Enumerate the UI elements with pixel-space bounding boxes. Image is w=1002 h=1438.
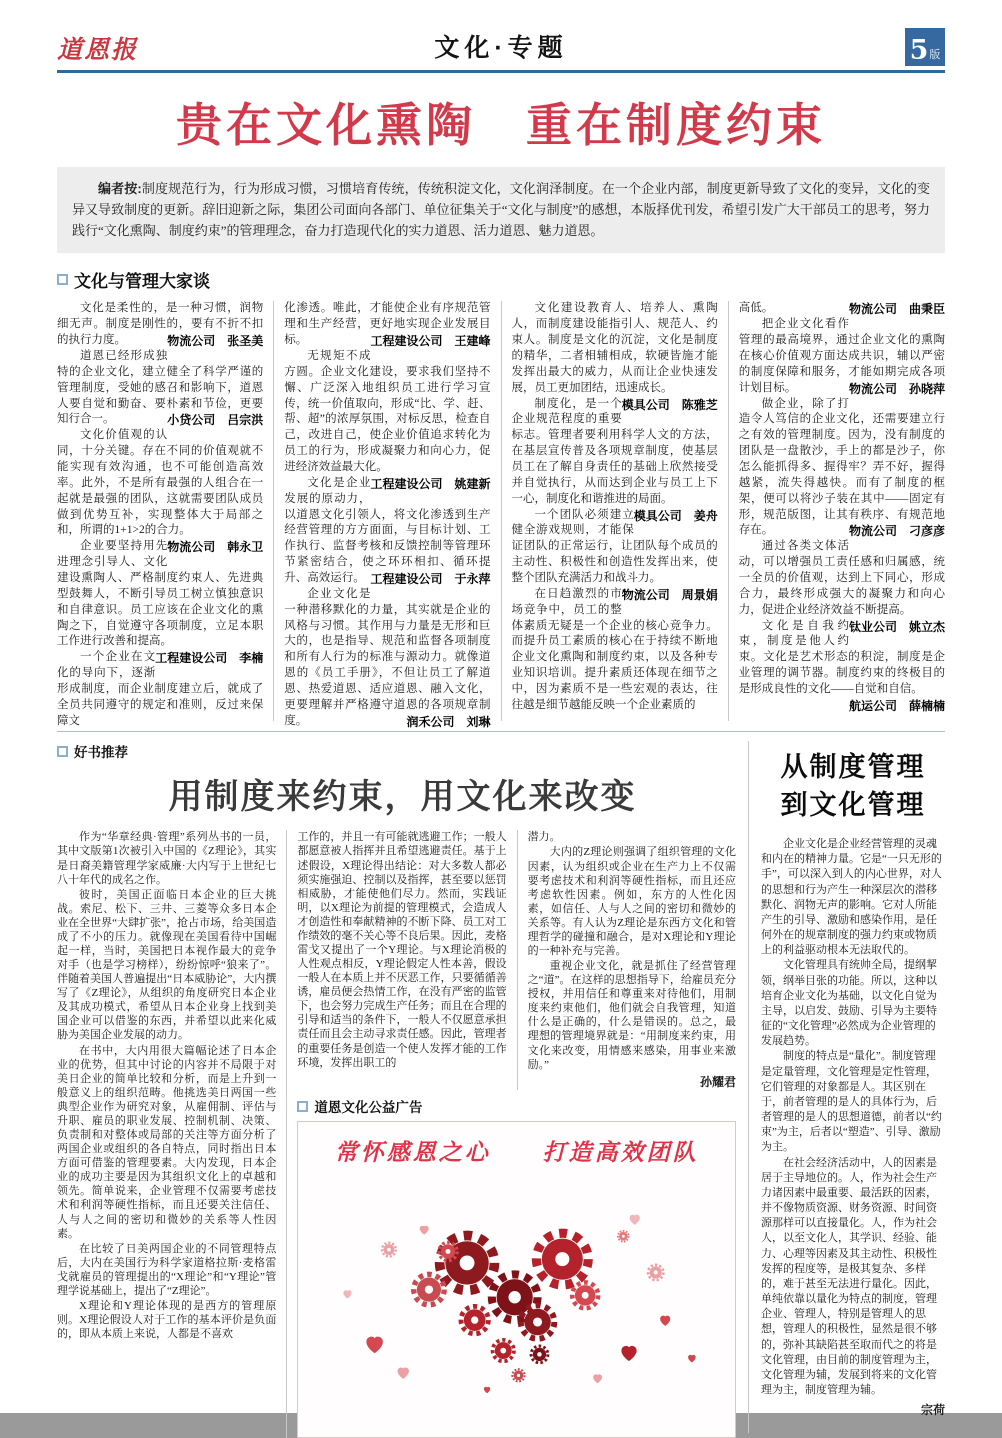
talks-section-header: [57, 267, 945, 292]
ad-section-label: 道恩文化公益广告: [314, 1100, 423, 1116]
book-column-1: [57, 830, 287, 1438]
page-number-badge: [905, 28, 945, 66]
right-article-author: 宗荷: [920, 1403, 945, 1418]
heart-icon: [688, 1355, 696, 1363]
book-paragraph: 潜力。: [527, 831, 561, 844]
talks-section-title: 文化与管理大家谈: [74, 272, 210, 292]
gear-icon: [648, 1265, 663, 1280]
talk-author: 工程建设公司 姚建新: [370, 476, 491, 491]
book-paragraph: 彼时，美国正面临日本企业的巨大挑战。索尼、松下、三井、三菱等众多日本企业在全世界“大肆扩张”，抢占市场，给美国造成了不小的压力。就像现在美国看待中国崛起一样，当时，美国把日本视作最大的竞争对手（也是学习榜样），纷纷惊呼“狼来了”。伴随着美国人普遍提出“日本威胁论”，大内撰写了《Z理论》，从组织的角度研究日本企业及其成功模式，希望从日本企业身上找到美国企业可以借鉴的东西，并希望以此来化威胁为美国企业发展的动力。: [57, 888, 277, 1042]
ad-box: [297, 1121, 736, 1438]
talk-entry: 文化是企业发展的原动力，以道恩文化引领人，将文化渗透到生产经营管理的方方面面，与目标计划、工作执行、监督考核和反馈控制等管理环节紧密结合，使之环环相扣、循环提升、高效运行。 工程建设公司 于永萍: [284, 476, 491, 586]
gear-icon: [618, 1231, 629, 1242]
talks-columns: [57, 301, 945, 729]
heart-icon: [343, 1290, 351, 1298]
talk-entry: 企业文化是一种潜移默化的力量，其实就是企业的风格与习惯。其作用与力量是无形和巨大的，也是指导、规范和监督各项制度和所有人行为的标准与源动力。就像道恩的《员工手册》，不但让员工了解道恩、热爱道恩、适应道恩、融入文化，更要理解并严格遵守道恩的各项规章制度。 润禾公司 刘琳: [284, 587, 491, 729]
right-article-paragraph: 制度的特点是“量化”。制度管理是定量管理，文化管理是定性管理，它们管理的对象都是人。其区别在于，前者管理的是人的具体行为，后者管理的是人的思想道德，前者以“约束”为主，后者以“塑造”、引导、激励为主。: [761, 1050, 942, 1154]
ad-section: [287, 1090, 748, 1438]
right-article-paragraph: 企业文化是企业经营管理的灵魂和内在的精神力量。它是“一只无形的手”，可以深入到人的内心世界，对人的思想和行为产生一种深层次的潜移默化、润物无声的影响。它对人所能产生的引导、激励和感染作用，是任何外在的规章制度的强力约束或物质上的利益驱动根本无法取代的。: [761, 837, 942, 957]
talk-entry: 企业要坚持用先进理念引导人、文化建设熏陶人、严格制度约束人、先进典型鼓舞人，不断引导员工树立慎独意识和自律意识。员工应该在企业文化的熏陶之下，自觉遵守各项制度，立足本职工作进行改善和提高。 工程建设公司 李楠: [57, 540, 264, 666]
heart-icon: [621, 1346, 636, 1361]
talk-entry: 一个团队必须建立健全游戏规则，才能保证团队的正常运行，让团队每个成员的主动性、积极性和创造性发挥出来，使整个团队充满活力和战斗力。 物流公司 周景娟: [511, 508, 718, 602]
gear-icon: [439, 1242, 457, 1260]
talk-author: 小贷公司 吕宗洪: [167, 413, 264, 428]
section-square-icon: [297, 1101, 308, 1112]
gear-icon: [536, 1233, 588, 1285]
book-paragraph: 大内的Z理论则强调了组织管理的文化因素，认为组织或企业在生产力上不仅需要考虑技术和利润等硬性指标，而且还应考虑软性因素。例如，东方的人性化因素，如信任、人与人之间的密切和微妙的关系等。有人认为Z理论是东西方文化和管理哲学的碰撞和融合，是对X理论和Y理论的一种补充与完善。: [527, 846, 736, 958]
talk-author: 模具公司 姜舟: [633, 508, 718, 523]
right-article-body: [761, 837, 945, 1398]
talk-author: 航运公司 薛楠楠: [848, 698, 945, 713]
talk-entry: 在日趋激烈的市场竞争中，员工的整体素质无疑是一个企业的核心竞争力。而提升员工素质的核心在于持续不断地企业文化熏陶和制度约束，以及各种专业知识培训。提升素质还体现在细节之中，因为素质不是一些宏观的表达，往往越是细节越能反映一个企业素质的: [511, 587, 718, 711]
book-paragraph: 在比较了日美两国企业的不同管理特点后，大内在美国行为科学家道格拉斯·麦格雷戈就雇员的管理提出的“X理论”和“Y理论”管理学说基础上，提出了“Z理论”。: [57, 1242, 277, 1297]
talk-entry: 做企业，除了打造令人笃信的企业文化，还需要建立行之有效的管理制度。因为，没有制度的团队是一盘散沙，手上的都是沙子，你怎么能抓得多、握得牢？弄不好，握得越紧，流失得越快。而有了制度的框架，便可以将沙子装在其中——固定有形，规范版图，让其有秩序、有规范地存在。 物流公司 刁彦彦: [738, 397, 945, 539]
main-headline: 贵在文化熏陶 重在制度约束: [176, 99, 826, 151]
heart-icon: [398, 1368, 409, 1379]
gear-icon: [572, 1282, 598, 1308]
talks-column: [502, 301, 729, 721]
book-review-section: [57, 741, 748, 1433]
heart-icon: [484, 1387, 490, 1393]
talks-section: [57, 267, 945, 729]
gear-icon-cluster: [382, 1231, 663, 1382]
heart-icon: [593, 1374, 602, 1383]
editor-note-box: [57, 167, 945, 253]
book-paragraph: 工作的，并且一有可能就逃避工作；一般人都愿意被人指挥并且希望逃避责任。基于上述假设，X理论得出结论：对大多数人都必须实施强迫、控制以及指挥，甚至要以惩罚相威胁，才能使他们尽力。然而，实践证明，以X理论为前提的管理模式，会造成人才创造性和奉献精神的不断下降、员工对工作绩效的毫不关心等不良后果。因此，麦格雷戈又提出了一个Y理论。与X理论消极的人性观点相反，Y理论假定人性本善，假设一般人在本质上并不厌恶工作，只要循循善诱，雇员便会热情工作，在没有严密的监管下，也会努力完成生产任务；而且在合理的引导和适当的条件下，一般人不仅愿意承担责任而且会主动寻求责任感。因此，管理者的重要任务是创造一个使人发挥才能的工作环境，发挥出职工的: [297, 831, 507, 1069]
heart-icon: [366, 1337, 383, 1354]
editor-note-text: 编者按:制度规范行为，行为形成习惯，习惯培育传统，传统积淀文化，文化润泽制度。在一个企业内部，制度更新导致了文化的变异，文化的变异又导致制度的更新。辞旧迎新之际，集团公司面向各部门、单位征集关于“文化与制度”的感想，本版择优刊发，希望引发广大干部员工的思考，努力践行“文化熏陶、制度约束”的管理理念，奋力打造现代化的实力道恩、活力道恩、魅力道恩。: [72, 181, 930, 238]
page-number-unit: 版: [929, 48, 941, 61]
talk-author: 润禾公司 刘琳: [406, 714, 491, 729]
talk-entry: 一个企业在文化的导向下，逐渐形成制度，而企业制度建立后，就成了全员共同遵守的规定和准则，反过来保障文: [57, 651, 264, 727]
talk-entry: 文化是自我约束，制度是他人约束。文化是艺术形态的积淀，制度是企业管理的调节器。制度约束的终极目的是形成良性的文化——自觉和自信。 航运公司 薛楠楠: [738, 619, 945, 713]
talk-author: 工程建设公司 于永萍: [370, 572, 491, 586]
talk-author: 物流公司 刁彦彦: [848, 524, 945, 539]
book-headline: 用制度来约束，用文化来改变: [168, 778, 637, 817]
talk-author: 工程建设公司 李楠: [155, 651, 264, 666]
talk-author: 物流公司 韩永卫: [167, 540, 264, 555]
talks-column: [57, 301, 274, 727]
talk-entry: 无规矩不成方圆。企业文化建设，要求我们坚持不懈、广泛深入地组织员工进行学习宣传，统一价值取向，形成“比、学、赶、帮、超”的浓厚氛围，对标反思，检查自己，改进自己，使企业价值追求转化为员工的行为，形成凝聚力和向心力，促进经济效益最大化。 工程建设公司 姚建新: [284, 349, 491, 491]
talks-column: [729, 301, 945, 721]
gear-icon: [414, 1274, 444, 1304]
book-section-header: [57, 741, 748, 761]
talk-entry: 文化价值观的认同，十分关键。存在不同的价值观就不能实现有效沟通，也不可能创造高效率。此外，不是所有最强的人组合在一起就是最强的团队，这就需要团队成员做到优势互补，实现整体大于局部之和，所谓的1+1>2的合力。 物流公司 韩永卫: [57, 429, 264, 555]
talks-column: [274, 301, 501, 729]
section-square-icon: [57, 274, 68, 285]
ad-slogan: 常怀感恩之心 打造高效团队: [334, 1139, 699, 1167]
heart-icon: [630, 1215, 640, 1225]
right-article-paragraph: 在社会经济活动中，人的因素是居于主导地位的。人，作为社会生产力诸因素中最重要、最活跃的因素，并不像物质资源、财务资源、时间资源那样可以直接量化。人，作为社会人，以至文化人，其学识、经验、能力、心理等因素及其主动性、积极性发挥的程度等，是极其复杂、多样的，难于甚至无法进行量化。因此，单纯依靠以量化为特点的制度，管理企业、管理人，特别是管理人的思想，管理人的积极性，显然是很不够的，弥补其缺陷甚至取而代之的将是文化管理，由目前的制度管理为主，文化管理为辅，发展到将来的文化管理为主，制度管理为辅。: [761, 1156, 937, 1397]
book-paragraph: 重视企业文化，就是抓住了经营管理之“道”。在这样的思想指导下，给雇员充分授权，并用信任和尊重来对待他们，用制度来约束他们，他们就会自我管理，知道什么是正确的，什么是错误的。总之，最理想的管理境界就是：“用制度来约束，用文化来改变，用情感来感染，用事业来激励。”: [527, 960, 736, 1071]
talk-author: 物流公司 曲秉臣: [848, 302, 945, 317]
bottom-zone: [57, 741, 945, 1433]
right-article-title: 从制度管理 到文化管理: [780, 752, 926, 821]
talk-author: 物流公司 孙晓萍: [848, 381, 945, 396]
gear-icon: [531, 1346, 548, 1363]
editor-note-label: 编者按:: [98, 181, 142, 196]
talk-author: 物流公司 张圣美: [167, 334, 264, 349]
book-paragraph: X理论和Y理论体现的是西方的管理原则。X理论假设人对于工作的基本评价是负面的，即从本质上来说，人都是不喜欢: [57, 1299, 277, 1341]
talk-author: 工程建设公司 王建峰: [370, 334, 491, 349]
talk-entry: 制度化，是一个企业规范程度的重要标志。管理者要利用科学人文的方法，在基层宣传普及各项规章制度，使基层员工在了解自身责任的基础上欣然接受并自觉执行，从而达到企业与员工上下一心，制度化和谐推进的局面。 模具公司 姜舟: [511, 397, 718, 523]
talk-entry: 化渗透。唯此，才能使企业有序规范管理和生产经营，更好地实现企业发展目标。 工程建设公司 王建峰: [284, 302, 491, 349]
section-title: 文化·专题: [434, 34, 568, 62]
book-column-3: [518, 830, 748, 1090]
book-paragraph: 在书中，大内用很大篇幅论述了日本企业的优势，但其中讨论的内容并不局限于对美日企业的简单比较和分析，而是上升到一般意义上的组织范畴。他挑选美日两国一些典型企业作为研究对象，从雇佣制、评估与升职、雇员的职业发展、控制机制、决策、负责制和对整体或局部的关注等方面分析了两国企业或组织的各自特点，同时指出日本方面可借鉴的管理要素。大内发现，日本企业的成功主要是因为其组织文化上的卓越和领先。简单说来，企业管理不仅需要考虑技术和利润等硬性指标，而且还要关注信任、人与人之间的密切和微妙的关系等人性因素。: [57, 1044, 277, 1240]
gear-icon: [382, 1243, 396, 1257]
book-paragraph: 作为“华章经典·管理”系列丛书的一员，其中文版第1次被引入中国的《Z理论》，其实是日裔美籍管理学家威廉·大内写于上世纪七八十年代的成名之作。: [57, 831, 277, 886]
talk-author: 模具公司 陈雅芝: [621, 397, 718, 412]
ad-section-header: [297, 1096, 736, 1116]
header-rule: [57, 70, 945, 73]
page-header: [57, 24, 945, 66]
gear-icon: [512, 1369, 524, 1381]
heart-icon: [660, 1316, 670, 1326]
gear-icon: [461, 1306, 488, 1333]
book-section-label: 好书推荐: [74, 745, 128, 761]
book-article-columns: [57, 830, 748, 1438]
talk-entry: 把企业文化看作管理的最高境界，通过企业文化的熏陶在核心价值观方面达成共识，辅以严密的制度保障和服务，才能如期完成各项计划目标。 物流公司 孙晓萍: [738, 318, 945, 396]
talk-entry: 高低。 物流公司 曲秉臣: [738, 302, 945, 317]
masthead-logo: 道恩报: [57, 35, 139, 64]
heart-gears-graphic: [307, 1167, 726, 1430]
talk-entry: 道恩已经形成独特的企业文化，建立健全了科学严谨的管理制度，受她的感召和影响下，道恩人要自觉和勤奋、要朴素和节俭，更要知行合一。 小贷公司 吕宗洪: [57, 349, 264, 428]
gear-icon: [493, 1340, 514, 1361]
talk-author: 物流公司 周景娟: [621, 587, 718, 602]
right-article: [748, 741, 945, 1433]
talk-entry: 文化是柔性的，是一种习惯，润物细无声。制度是刚性的，要有不折不扣的执行力度。 物流公司 张圣美: [57, 302, 264, 349]
heart-icon: [420, 1226, 429, 1235]
section-square-icon: [57, 746, 68, 757]
book-column-2: [287, 830, 517, 1090]
section-divider: [57, 731, 945, 732]
talk-entry: 通过各类文体活动，可以增强员工责任感和归属感，统一全员的价值观，达到上下同心，形成合力，最终形成强大的凝聚力和向心力，促进企业经济效益不断提高。 钛业公司 姚立杰: [738, 540, 945, 634]
book-author: 孙耀君: [699, 1074, 736, 1089]
talk-entry: 文化建设教育人、培养人、熏陶人，而制度建设能指引人、规范人、约束人。制度是文化的沉淀，文化是制度的精华，二者相辅相成，软硬皆施才能发挥出最大的威力，从而让企业快速发展，员工更加团结，迅速成长。 模具公司 陈雅芝: [511, 302, 718, 412]
right-article-paragraph: 文化管理具有统帅全局，提纲挈领，纲举目张的功能。所以，这种以培育企业文化为基础，以文化自觉为主导，以启发、鼓励、引导为主要特征的“文化管理”必然成为企业管理的发展趋势。: [761, 959, 937, 1048]
page-number: 5: [909, 34, 929, 66]
talk-author: 钛业公司 姚立杰: [848, 619, 945, 634]
